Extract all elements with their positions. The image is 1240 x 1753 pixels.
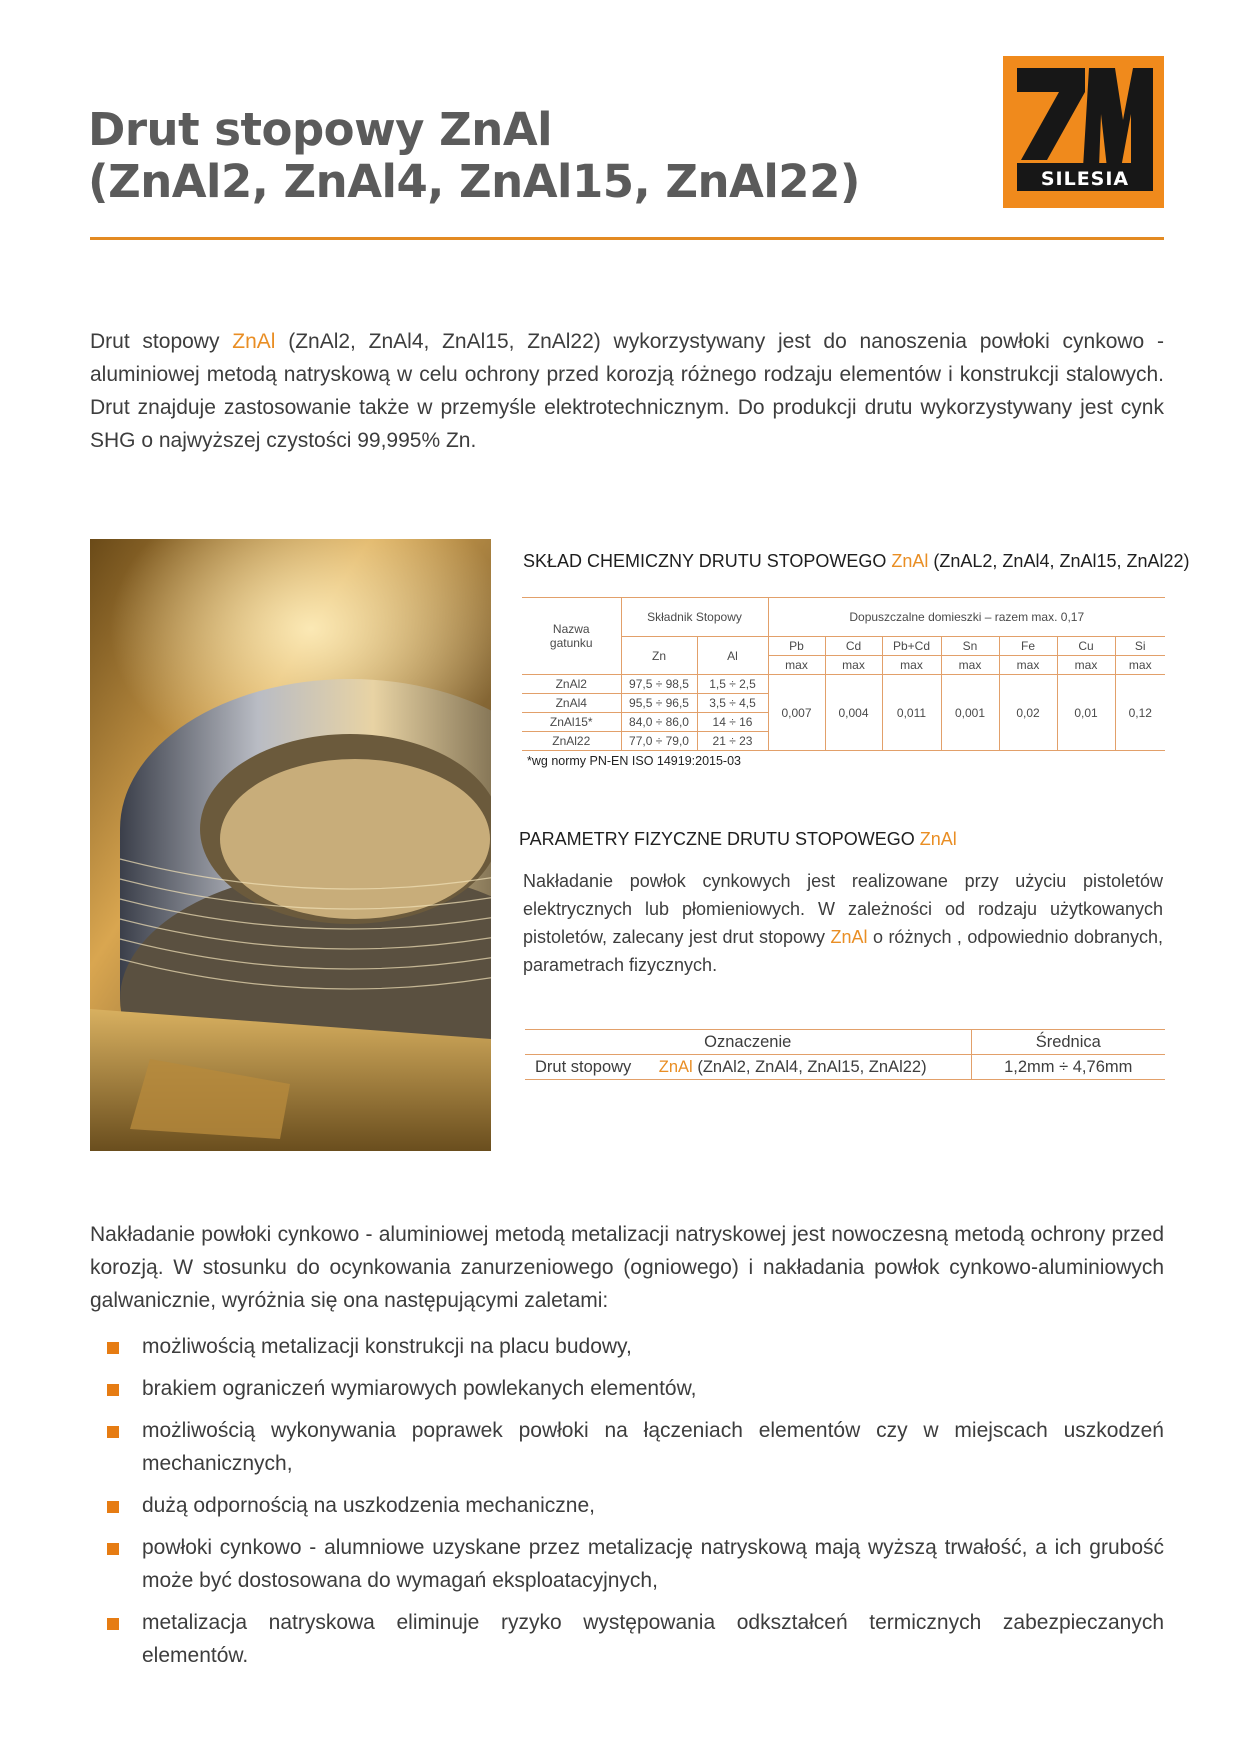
designation-start: Drut stopowy [535, 1057, 659, 1076]
grade-cell: ZnAl2 [522, 675, 621, 694]
square-bullet-icon [107, 1342, 119, 1354]
al-cell: 3,5 ÷ 4,5 [697, 694, 768, 713]
params-text-highlight: ZnAl [830, 927, 868, 947]
zn-cell: 95,5 ÷ 96,5 [621, 694, 697, 713]
intro-text-rest: (ZnAl2, ZnAl4, ZnAl15, ZnAl22) wykorzystywany jest do nanoszenia powłoki cynkowo - aluminiowej metodą natryskową w celu ochrony przed korozją różnego rodzaju elementów i konstrukcji stalowych. Drut znajduje zastosowanie także w przemyśle elektrotechnicznym. Do produkcji drutu wykorzystywany jest cynk SHG o najwyższej czystości 99,995% Zn. [90, 330, 1164, 452]
table-row [522, 675, 1165, 694]
diameter-cell: 1,2mm ÷ 4,76mm [971, 1055, 1165, 1080]
title-line-1: Drut stopowy ZnAl [88, 103, 553, 156]
impurity-name: Pb [768, 637, 825, 656]
max-label: max [941, 656, 999, 675]
chemical-composition-table [522, 597, 1165, 751]
max-label: max [999, 656, 1057, 675]
advantage-text: możliwością metalizacji konstrukcji na placu budowy, [142, 1335, 632, 1358]
zn-cell: 97,5 ÷ 98,5 [621, 675, 697, 694]
impurity-value: 0,001 [941, 675, 999, 751]
logo-text: SILESIA [1040, 168, 1130, 190]
impurity-name: Cd [825, 637, 882, 656]
impurity-name: Fe [999, 637, 1057, 656]
impurity-value: 0,02 [999, 675, 1057, 751]
impurity-name: Cu [1057, 637, 1115, 656]
max-label: max [768, 656, 825, 675]
square-bullet-icon [107, 1543, 119, 1555]
list-item [104, 1414, 1164, 1480]
designation-cell [525, 1055, 971, 1080]
chem-title-rest: (ZnAL2, ZnAl4, ZnAl15, ZnAl22) [928, 551, 1190, 571]
advantage-text: brakiem ograniczeń wymiarowych powlekanych elementów, [142, 1377, 697, 1400]
params-title-highlight: ZnAl [919, 829, 957, 849]
header-grade: Nazwa gatunku [522, 598, 621, 675]
intro-paragraph [90, 325, 1164, 457]
chem-title-highlight: ZnAl [891, 551, 929, 571]
square-bullet-icon [107, 1501, 119, 1513]
header-zn: Zn [621, 637, 697, 675]
list-item [104, 1372, 1164, 1405]
params-title-start: PARAMETRY FIZYCZNE DRUTU STOPOWEGO [519, 829, 920, 849]
impurity-name: Sn [941, 637, 999, 656]
designation-highlight: ZnAl [658, 1057, 693, 1076]
header-alloy-component: Składnik Stopowy [621, 598, 768, 637]
max-label: max [882, 656, 941, 675]
impurity-name: Si [1115, 637, 1165, 656]
designation-rest: (ZnAl2, ZnAl4, ZnAl15, ZnAl22) [692, 1057, 927, 1076]
square-bullet-icon [107, 1426, 119, 1438]
wire-coil-photo [90, 539, 491, 1151]
square-bullet-icon [107, 1618, 119, 1630]
max-label: max [825, 656, 882, 675]
zn-cell: 77,0 ÷ 79,0 [621, 732, 697, 751]
advantages-intro: Nakładanie powłoki cynkowo - aluminiowej metodą metalizacji natryskowej jest nowoczesną metodą ochrony przed korozją. W stosunku do ocynkowania zanurzeniowego (ogniowego) i nakładania powłok cynkowo-aluminiowych galwanicznie, wyróżnia się ona następującymi zaletami: [90, 1223, 1164, 1312]
square-bullet-icon [107, 1384, 119, 1396]
impurity-value: 0,12 [1115, 675, 1165, 751]
intro-text-start: Drut stopowy [90, 330, 233, 353]
grade-cell: ZnAl15* [522, 713, 621, 732]
title-divider [90, 237, 1164, 240]
dimensions-table [525, 1029, 1165, 1080]
params-section-title [519, 829, 957, 850]
header-diameter: Średnica [971, 1030, 1165, 1055]
max-label: max [1115, 656, 1165, 675]
params-text-rest: o różnych , odpowiednio dobranych, parametrach fizycznych. [523, 927, 1164, 975]
intro-highlight: ZnAl [232, 330, 276, 353]
impurity-value: 0,004 [825, 675, 882, 751]
chem-title-start: SKŁAD CHEMICZNY DRUTU STOPOWEGO [523, 551, 892, 571]
list-item [104, 1330, 1164, 1363]
advantage-text: powłoki cynkowo - alumniowe uzyskane przez metalizację natryskową mają wyższą trwałość, a ich grubość może być dostosowana do wymagań eksploatacyjnych, [142, 1536, 1164, 1592]
table-row [525, 1055, 1165, 1080]
params-paragraph [523, 867, 1163, 979]
header-designation: Oznaczenie [525, 1030, 971, 1055]
al-cell: 21 ÷ 23 [697, 732, 768, 751]
header-al: Al [697, 637, 768, 675]
al-cell: 14 ÷ 16 [697, 713, 768, 732]
list-item [104, 1489, 1164, 1522]
title-line-2: (ZnAl2, ZnAl4, ZnAl15, ZnAl22) [88, 155, 860, 208]
zm-silesia-logo [1003, 56, 1164, 208]
impurity-value: 0,01 [1057, 675, 1115, 751]
max-label: max [1057, 656, 1115, 675]
page-title [88, 103, 860, 208]
zn-cell: 84,0 ÷ 86,0 [621, 713, 697, 732]
advantage-text: dużą odpornością na uszkodzenia mechaniczne, [142, 1494, 595, 1517]
al-cell: 1,5 ÷ 2,5 [697, 675, 768, 694]
list-item [104, 1606, 1164, 1672]
advantage-text: możliwością wykonywania poprawek powłoki na łączeniach elementów czy w miejscach uszkodzeń mechanicznych, [142, 1419, 1164, 1475]
advantage-text: metalizacja natryskowa eliminuje ryzyko występowania odkształceń termicznych zabezpieczanych elementów. [142, 1611, 1164, 1667]
params-text-start: Nakładanie powłok cynkowych jest realizowane przy użyciu pistoletów elektrycznych lub płomieniowych. W zależności od rodzaju użytkowanych pistoletów, zalecany jest drut stopowy [523, 871, 1163, 947]
grade-cell: ZnAl22 [522, 732, 621, 751]
impurity-name: Pb+Cd [882, 637, 941, 656]
chem-section-title [523, 551, 1190, 572]
header-impurities: Dopuszczalne domieszki – razem max. 0,17 [768, 598, 1165, 637]
norm-footnote: *wg normy PN-EN ISO 14919:2015-03 [527, 754, 741, 768]
list-item [104, 1531, 1164, 1597]
advantages-list [104, 1330, 1164, 1681]
grade-cell: ZnAl4 [522, 694, 621, 713]
impurity-value: 0,007 [768, 675, 825, 751]
impurity-value: 0,011 [882, 675, 941, 751]
